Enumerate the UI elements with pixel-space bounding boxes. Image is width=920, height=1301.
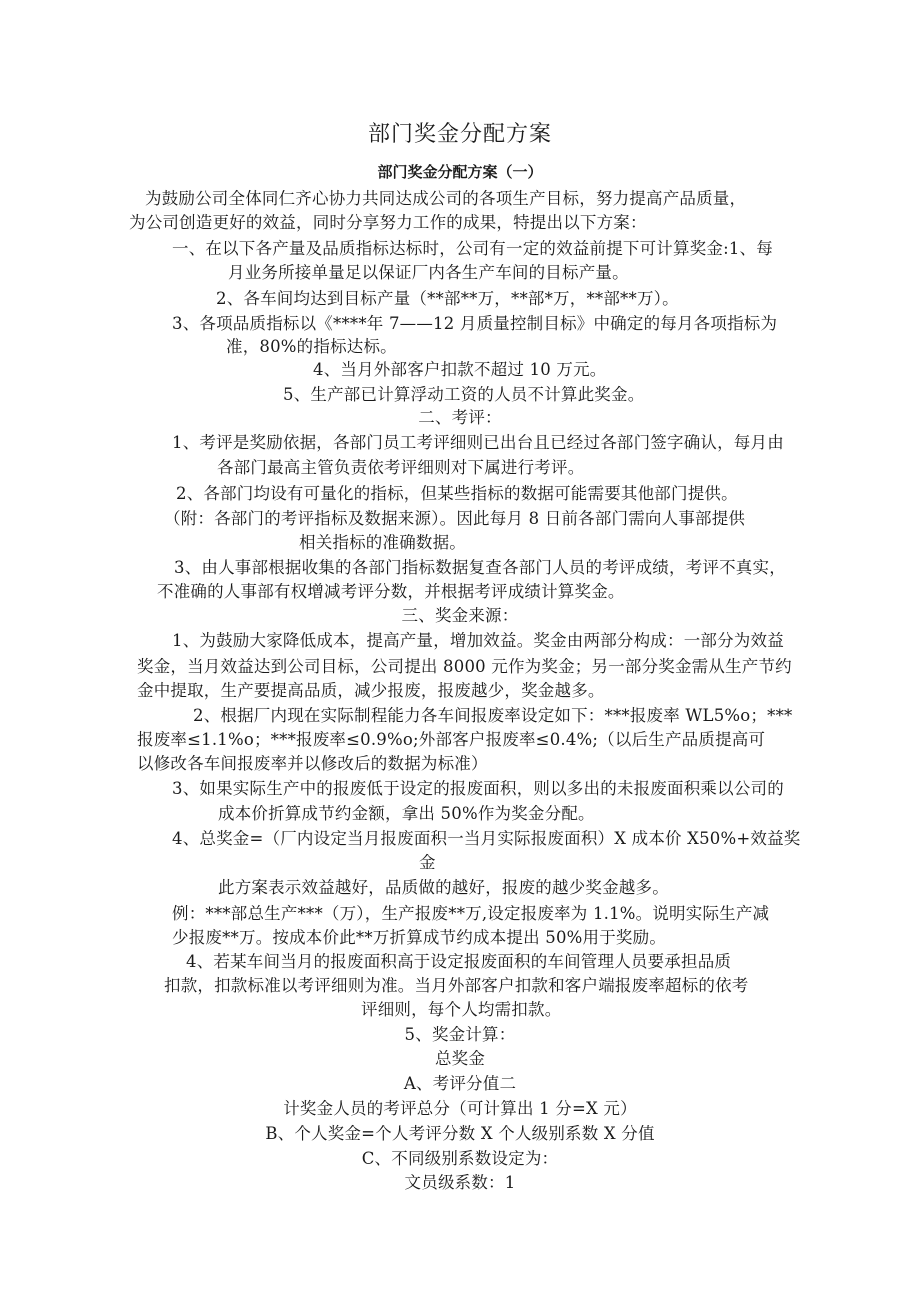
paragraph-line: 评细则，每个人均需扣款。	[361, 1000, 562, 1019]
paragraph-line: 月业务所接单量足以保证厂内各生产车间的目标产量。	[228, 263, 629, 282]
paragraph-line: 各部门最高主管负责依考评细则对下属进行考评。	[217, 458, 585, 477]
paragraph-line: 4、总奖金=（厂内设定当月报废面积一当月实际报废面积）X 成本价 X50%+效益奖	[172, 829, 801, 848]
formula-line: 计奖金人员的考评总分（可计算出 1 分=X 元）	[283, 1099, 637, 1118]
formula-label: 总奖金	[434, 1049, 486, 1068]
paragraph-line: 报废率≤1.1%o；***报废率≤0.9%o;外部客户报废率≤0.4%;（以后生产品质提高可	[137, 730, 766, 749]
document-subtitle: 部门奖金分配方案（一）	[377, 163, 543, 181]
section-heading: 二、考评：	[418, 408, 502, 427]
paragraph-line: 奖金，当月效益达到公司目标，公司提出 8000 元作为奖金；另一部分奖金需从生产节约	[137, 657, 792, 676]
paragraph-line: 相关指标的准确数据。	[299, 533, 466, 552]
formula-line: C、不同级别系数设定为：	[361, 1149, 559, 1168]
paragraph-line: 一、在以下各产量及品质指标达标时，公司有一定的效益前提下可计算奖金:1、每	[172, 239, 773, 258]
paragraph-line: 不准确的人事部有权增减考评分数，并根据考评成绩计算奖金。	[157, 582, 625, 601]
paragraph-line: （附：各部门的考评指标及数据来源）。因此每月 8 日前各部门需向人事部提供	[164, 509, 746, 528]
paragraph-line: 3、各项品质指标以《****年 7——12 月质量控制目标》中确定的每月各项指标为	[172, 314, 778, 333]
paragraph-line: 4、当月外部客户扣款不超过 10 万元。	[313, 360, 607, 379]
paragraph-line: 例：***部总生产***（万），生产报废**万,设定报废率为 1.1%。说明实际生产减	[172, 904, 770, 923]
paragraph-line: 4、若某车间当月的报废面积高于设定报废面积的车间管理人员要承担品质	[186, 952, 732, 971]
paragraph-line: 扣款，扣款标准以考评细则为准。当月外部客户扣款和客户端报废率超标的依考	[164, 976, 749, 995]
paragraph-line: 以修改各车间报废率并以修改后的数据为标准）	[137, 754, 488, 773]
document-title: 部门奖金分配方案	[367, 122, 552, 147]
paragraph-line: 1、为鼓励大家降低成本，提高产量，增加效益。奖金由两部分构成：一部分为效益	[172, 631, 784, 650]
paragraph-line: 2、各车间均达到目标产量（**部**万，**部*万，**部**万）。	[216, 289, 679, 308]
section-heading: 5、奖金计算：	[404, 1025, 516, 1044]
section-heading: 三、奖金来源：	[401, 606, 519, 625]
paragraph-line: 2、各部门均设有可量化的指标，但某些指标的数据可能需要其他部门提供。	[176, 484, 738, 503]
formula-line: B、个人奖金=个人考评分数 X 个人级别系数 X 分值	[265, 1124, 655, 1143]
paragraph-line: 3、如果实际生产中的报废低于设定的报废面积，则以多出的未报废面积乘以公司的	[172, 779, 784, 798]
paragraph-line: 2、根据厂内现在实际制程能力各车间报废率设定如下：***报废率 WL5%o；***	[193, 706, 793, 725]
paragraph-line: 准，80%的指标达标。	[226, 337, 397, 356]
paragraph-line: 1、考评是奖励依据，各部门员工考评细则已出台且已经过各部门签字确认，每月由	[172, 433, 784, 452]
paragraph-line: 金中提取，生产要提高品质，减少报废，报废越少，奖金越多。	[137, 681, 605, 700]
paragraph-line: 此方案表示效益越好，品质做的越好，报废的越少奖金越多。	[218, 878, 669, 897]
paragraph-line: 为鼓励公司全体同仁齐心协力共同达成公司的各项生产目标，努力提高产品质量，	[145, 189, 747, 208]
paragraph-line: 3、由人事部根据收集的各部门指标数据复查各部门人员的考评成绩，考评不真实，	[174, 558, 786, 577]
paragraph-line: 成本价折算成节约金额，拿出 50%作为奖金分配。	[218, 804, 595, 823]
paragraph-line: 金	[419, 853, 436, 872]
formula-line: 文员级系数：1	[404, 1173, 516, 1192]
formula-line: A、考评分值二	[403, 1074, 517, 1093]
paragraph-line: 为公司创造更好的效益，同时分享努力工作的成果，特提出以下方案：	[129, 213, 647, 232]
paragraph-line: 5、生产部已计算浮动工资的人员不计算此奖金。	[283, 385, 645, 404]
paragraph-line: 少报废**万。按成本价此**万折算成节约成本提出 50%用于奖励。	[172, 928, 667, 947]
